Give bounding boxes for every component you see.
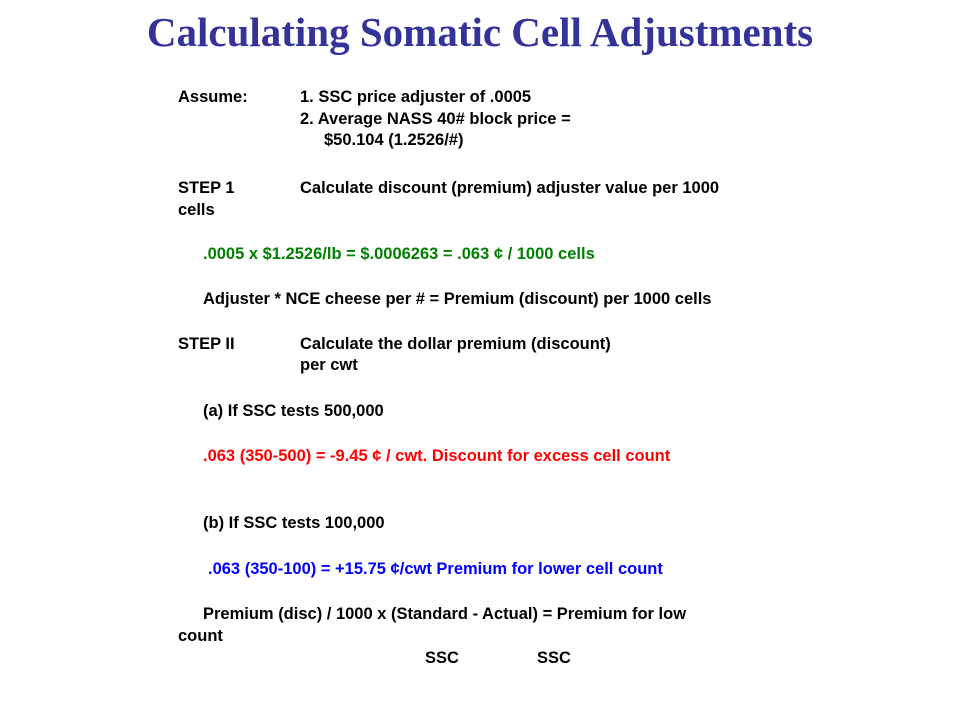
step2-text-continued: per cwt: [300, 356, 358, 374]
case-a-heading: (a) If SSC tests 500,000: [203, 402, 384, 420]
case-a-calculation: .063 (350-500) = -9.45 ¢ / cwt. Discount for excess cell count: [203, 447, 671, 465]
slide-title: Calculating Somatic Cell Adjustments: [146, 9, 814, 55]
step1-text-continued: cells: [178, 201, 215, 219]
adjuster-formula: Adjuster * NCE cheese per # = Premium (discount) per 1000 cells: [203, 290, 712, 308]
ssc-label-standard: SSC: [425, 649, 459, 667]
assume-label: Assume:: [178, 88, 248, 106]
step2-text: Calculate the dollar premium (discount): [300, 335, 611, 353]
step2-label: STEP II: [178, 335, 235, 353]
premium-formula: Premium (disc) / 1000 x (Standard - Actual) = Premium for low: [203, 605, 687, 623]
step1-text: Calculate discount (premium) adjuster value per 1000: [300, 179, 720, 197]
ssc-label-actual: SSC: [537, 649, 571, 667]
premium-formula-continued: count: [178, 627, 223, 645]
step1-label: STEP 1: [178, 179, 235, 197]
adjuster-calculation: .0005 x $1.2526/lb = $.0006263 = .063 ¢ / 1000 cells: [203, 245, 595, 263]
case-b-calculation: .063 (350-100) = +15.75 ¢/cwt Premium for lower cell count: [208, 560, 663, 578]
assume-item-2-continued: $50.104 (1.2526/#): [324, 131, 464, 149]
assume-item-1: 1. SSC price adjuster of .0005: [300, 88, 532, 106]
assume-item-2: 2. Average NASS 40# block price =: [300, 110, 571, 128]
case-b-heading: (b) If SSC tests 100,000: [203, 514, 385, 532]
